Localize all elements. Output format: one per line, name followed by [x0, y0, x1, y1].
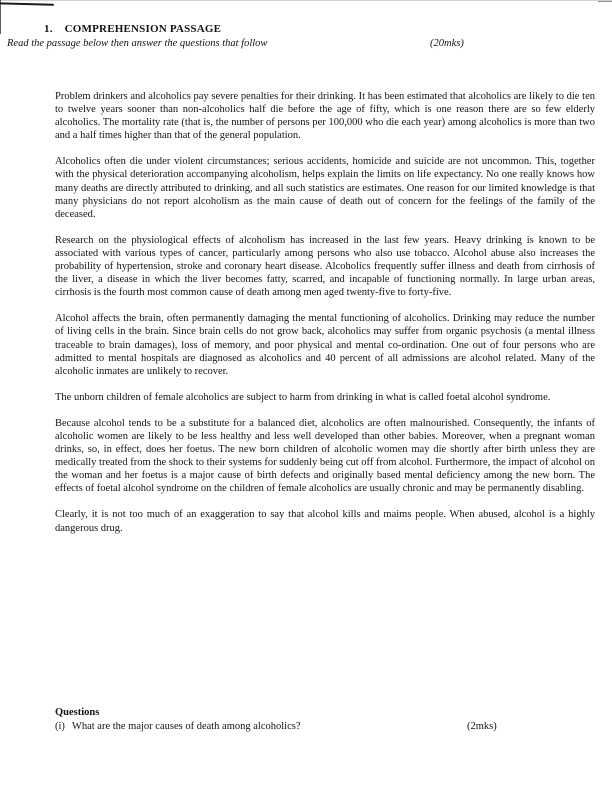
question-label: (i)	[55, 720, 65, 732]
section-number: 1.	[44, 23, 53, 35]
questions-section	[55, 706, 595, 733]
total-marks: (20mks)	[430, 38, 464, 49]
scan-artifact-left-edge	[0, 0, 1, 34]
section-title: COMPREHENSION PASSAGE	[64, 23, 222, 35]
passage-paragraph-4: Alcohol affects the brain, often permanently damaging the mental functioning of alcoholics. Drinking may reduce the number of living cells in the brain. Since brain cells do not grow back, alcoholics may suffer from organic psychosis (a mental illness traceable to brain damages), loss of memory, and poor physical and mental co-ordination. One out of four persons who are admitted to mental hospitals are diagnosed as alcoholics and 40 percent of all admissions are alcohol related. Many of the alcoholic inmates are unlikely to recover.	[55, 313, 595, 377]
questions-heading: Questions	[55, 707, 100, 718]
section-heading	[44, 0, 612, 36]
passage-paragraph-5: The unborn children of female alcoholics are subject to harm from drinking in what is called foetal alcohol syndrome.	[55, 391, 551, 403]
instruction-line	[7, 37, 612, 50]
passage-paragraph-6: Because alcohol tends to be a substitute for a balanced diet, alcoholics are often malnourished. Consequently, the infants of alcoholic women are likely to be less healthy and less well developed than other babies. Moreover, when a pregnant woman drinks, so, in effect, does her foetus. The new born children of alcoholic women may die shortly after birth unless they are medically treated from the shock to their systems for suddenly being cut off from alcohol. Furthermore, the impact of alcohol on the woman and her foetus is a major cause of birth defects and originally based mental deficiency among the new born. The effects of foetal alcohol syndrome on the children of female alcoholics are usually chronic and may be permanently disabling.	[55, 417, 595, 495]
passage-paragraph-7: Clearly, it is not too much of an exaggeration to say that alcohol kills and maims people. When abused, alcohol is a highly dangerous drug.	[55, 509, 595, 534]
question-text: What are the major causes of death among alcoholics?	[71, 720, 301, 732]
scan-artifact-top-line	[0, 0, 612, 1]
scan-artifact-top-right	[598, 1, 612, 2]
passage	[55, 90, 595, 535]
passage-paragraph-2: Alcoholics often die under violent circumstances; serious accidents, homicide and suicide are not uncommon. This, together with the physical deterioration accompanying alcoholism, helps explain the limits on life expectancy. No one really knows how many deaths are directly attributed to drinking, and all such statistics are estimates. One reason for our limited knowledge is that many physicians do not report alcoholism as the main cause of death out of concern for the feelings of the family of the deceased.	[55, 156, 595, 220]
instruction-text: Read the passage below then answer the questions that follow	[7, 38, 268, 49]
question-marks: (2mks)	[467, 720, 497, 732]
question-item-1	[55, 720, 595, 734]
passage-paragraph-3: Research on the physiological effects of alcoholism has increased in the last few years. Heavy drinking is known to be associated with various types of cancer, particularly among persons who also use tobacco. Alcohol abuse also increases the probability of hypertension, stroke and coronary heart disease. Alcoholics frequently suffer illness and death from cirrhosis of the liver, a disease in which the liver becomes fatty, scarred, and incapable of functioning normally. In large urban areas, cirrhosis is the fourth most common cause of death among men aged twenty-five to forty-five.	[55, 234, 595, 299]
passage-paragraph-1: Problem drinkers and alcoholics pay severe penalties for their drinking. It has been estimated that alcoholics are likely to die ten to twelve years sooner than non-alcoholics half die before the age of fifty, which is one reason there are so few elderly alcoholics. The mortality rate (that is, the number of persons per 100,000 who die each year) among alcoholics is more than two and a half times higher than that of the general population.	[55, 91, 595, 142]
scan-artifact-top-left	[0, 2, 54, 5]
